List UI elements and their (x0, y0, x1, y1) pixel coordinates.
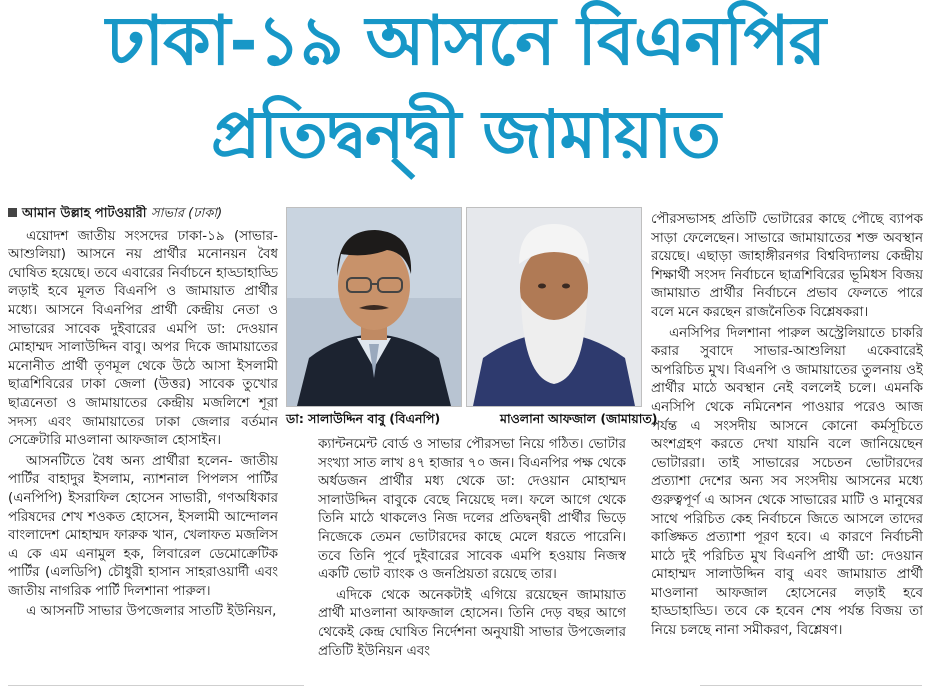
paragraph: আসনটিতে বৈধ অন্য প্রার্থীরা হলেন- জাতীয় পার্টির বাহাদুর ইসলাম, ন্যাশনাল পিপলস পার্টির (এনপিপি) ইসরাফিল হোসেন সাভারী, গণঅধিকার পরিষদের শেখ শওকত হোসেন, ইসলামী আন্দোলন বাংলাদেশ মোহাম্মদ ফারুক খান, খেলাফত মজলিস এ কে এম এনামুল হক, লিবারেল ডেমোক্রেটিক পার্টির (এলডিপি) চৌধুরী হাসান সাহরাওয়ার্দী এবং জাতীয় নাগরিক পার্টি দিলশানা পারুল। (8, 453, 278, 599)
article-column-3 (651, 211, 923, 683)
paragraph: এনসিপির দিলশানা পারুল অস্ট্রেলিয়াতে চাকরি করার সুবাদে সাভার-আশুলিয়া একেবারেই অপরিচিত মুখ। বিএনপি ও জামায়াতের তুলনায় ওই প্রার্থীর মাঠে অবস্থান নেই বললেই চলে। এমনকি এনসিপি থেকে নমিনেশন পাওয়ার পরেও আজ পর্যন্ত এ সংসদীয় আসনে কোনো কর্মসূচিতে অংশগ্রহণ করতে দেখা যায়নি বলে জানিয়েছেন ভোটাররা। তাই সাভারের সচেতন ভোটারদের প্রত্যাশা দেশের অন্য সব সংসদীয় আসনের মধ্যে গুরুত্বপূর্ণ এ আসন থেকে সাভারের মাটি ও মানুষের সাথে পরিচিত কেহ নির্বাচনে জিতে আসলে তাদের কাঙ্ক্ষিত প্রত্যাশা পূরণ হবে। এ কারণে নির্বাচনী মাঠে দুই পরিচিত মুখ বিএনপি প্রার্থী ডা: দেওয়ান মোহাম্মদ সালাউদ্দিন বাবু এবং জামায়াত প্রার্থী মাওলানা আফজাল হোসেনের লড়াই হবে হাড্ডাহাড্ডি। তবে কে হবেন শেষ পর্যন্ত বিজয় তা নিয়ে চলছে নানা সমীকরণ, বিশ্লেষণ। (651, 325, 923, 639)
headline-line-2: প্রতিদ্বন্দ্বী জামায়াত (211, 96, 720, 173)
article-column-1 (8, 205, 278, 683)
headline-line-1: ঢাকা-১৯ আসনে বিএনপির (105, 2, 826, 81)
portrait-man-suit-icon (287, 208, 461, 406)
bullet-icon (8, 208, 17, 217)
paragraph: এয়োদশ জাতীয় সংসদের ঢাকা-১৯ (সাভার-আশুলিয়া) আসনে নয় প্রার্থীর মনোনয়ন বৈধ ঘোষিত হয়েছে। তবে এবারের নির্বাচনে হাড্ডাহাড্ডি লড়াই হবে মূলত বিএনপি ও জামায়াত প্রার্থীর মধ্যে। আসনে বিএনপির প্রার্থী কেন্দ্রীয় নেতা ও সাভারের সাবেক দুইবারের এমপি ডা: দেওয়ান মোহাম্মদ সালাউদ্দিন বাবু। অপর দিকে জামায়াতের মনোনীত প্রার্থী তৃণমূল থেকে উঠে আসা ইসলামী ছাত্রশিবিরের ঢাকা জেলা (উত্তর) সাবেক তুখোর ছাত্রনেতা ও জামায়াতের কেন্দ্রীয় মজলিশে শূরা সদস্য এবং জামায়াতের ঢাকা জেলার বর্তমান সেক্রেটারি মাওলানা আফজাল হোসাইন। (8, 228, 278, 449)
byline (8, 205, 278, 224)
photo-caption-right: মাওলানা আফজাল (জামায়াত) (500, 411, 658, 426)
reporter-name: আমান উল্লাহ পাটওয়ারী (22, 206, 147, 221)
dateline-place: সাভার (ঢাকা) (151, 206, 223, 221)
paragraph: ক্যান্টনমেন্ট বোর্ড ও সাভার পৌরসভা নিয়ে গঠিত। ভোটার সংখ্যা সাত লাখ ৪৭ হাজার ৭০ জন। বিএনপির পক্ষ থেকে অর্ধডজন প্রার্থীর মধ্য থেকে ডা: দেওয়ান মোহাম্মদ সালাউদ্দিন বাবুকে বেছে নিয়েছে দল। ফলে আগে থেকে তিনি মাঠে থাকলেও নিজ দলের প্রতিদ্বন্দ্বী প্রার্থীর ভিড়ে নিজেকে তেমন ভোটারদের কাছে মেলে ধরতে পারেনি। তবে তিনি পূর্বে দুইবারের সাবেক এমপি হওয়ায় নিজস্ব একটি ভোট ব্যাংক ও জনপ্রিয়তা রয়েছে তার। (318, 437, 626, 583)
paragraph: পৌরসভাসহ প্রতিটি ভোটারের কাছে পৌছে ব্যাপক সাড়া ফেলেছেন। সাভারে জামায়াতের শক্ত অবস্থান রয়েছে। এছাড়া জাহাঙ্গীরনগর বিশ্ববিদ্যালয় কেন্দ্রীয় শিক্ষার্থী সংসদ নির্বাচনে ছাত্রশিবিরের ভূমিধস বিজয় জামায়াত প্রার্থীর নির্বাচনে প্রভাব ফেলতে পারে বলে মনে করছেন রাজনৈতিক বিশ্লেষকরা। (651, 212, 923, 320)
paragraph: এদিকে থেকে অনেকটাই এগিয়ে রয়েছেন জামায়াত প্রার্থী মাওলানা আফজাল হোসেন। তিনি দেড় বছর আগে থেকেই কেন্দ্র ঘোষিত নির্দেশনা অনুযায়ী সাভার উপজেলার প্রতিটি ইউনিয়ন এবং (318, 587, 626, 659)
column-rule-bottom-right (700, 685, 922, 686)
column-rule-bottom-left (8, 685, 304, 686)
photo-salauddin-babu (286, 207, 462, 407)
article-column-2 (318, 436, 626, 683)
photo-caption-left: ডা: সালাউদ্দিন বাবু (বিএনপি) (286, 411, 441, 426)
portrait-bearded-man-icon (467, 208, 641, 406)
photo-afzal-hossain (466, 207, 642, 407)
paragraph: এ আসনটি সাভার উপজেলার সাতটি ইউনিয়ন, (26, 604, 277, 620)
